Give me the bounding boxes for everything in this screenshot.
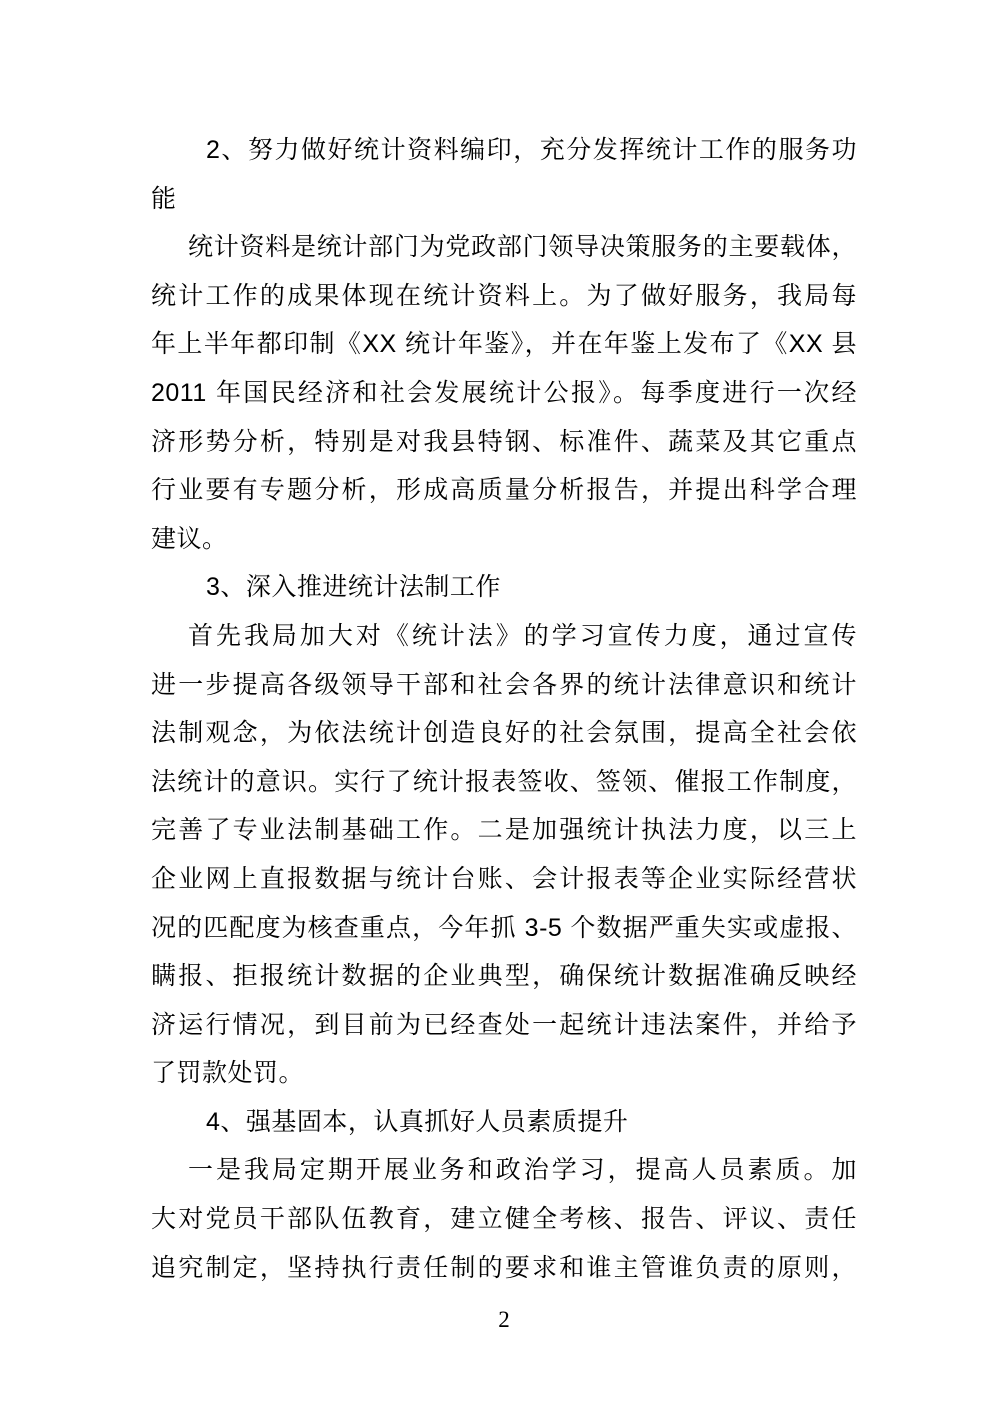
page-number: 2	[498, 1307, 510, 1332]
text-line: 瞒报、拒报统计数据的企业典型，确保统计数据准确反映经	[151, 962, 857, 991]
text-line: 况的匹配度为核查重点，今年抓 3-5 个数据严重失实或虚报、	[151, 913, 857, 942]
text-line: 年上半年都印制《XX 统计年鉴》，并在年鉴上发布了《XX 县	[151, 330, 857, 359]
text-line: 3、深入推进统计法制工作	[206, 573, 501, 602]
text-line: 建议。	[151, 524, 228, 553]
text-line: 大对党员干部队伍教育，建立健全考核、报告、评议、责任	[151, 1205, 857, 1234]
text-line: 追究制定，坚持执行责任制的要求和谁主管谁负责的原则，	[151, 1253, 857, 1282]
text-line: 法统计的意识。实行了统计报表签收、签领、催报工作制度，	[151, 767, 857, 796]
document-body	[151, 126, 857, 1292]
text-line: 企业网上直报数据与统计台账、会计报表等企业实际经营状	[151, 864, 857, 893]
text-line: 首先我局加大对《统计法》的学习宣传力度，通过宣传	[188, 621, 857, 650]
text-line: 能	[151, 184, 177, 213]
text-line: 进一步提高各级领导干部和社会各界的统计法律意识和统计	[151, 670, 857, 699]
text-line: 2011 年国民经济和社会发展统计公报》。每季度进行一次经	[151, 378, 857, 407]
text-line: 4、强基固本，认真抓好人员素质提升	[206, 1107, 629, 1136]
text-line: 济形势分析，特别是对我县特钢、标准件、蔬菜及其它重点	[151, 427, 857, 456]
text-line: 一是我局定期开展业务和政治学习，提高人员素质。加	[188, 1156, 857, 1185]
text-line: 完善了专业法制基础工作。二是加强统计执法力度，以三上	[151, 816, 857, 845]
text-line: 法制观念，为依法统计创造良好的社会氛围，提高全社会依	[151, 719, 857, 748]
text-line: 统计工作的成果体现在统计资料上。为了做好服务，我局每	[151, 281, 857, 310]
text-line: 济运行情况，到目前为已经查处一起统计违法案件，并给予	[151, 1010, 857, 1039]
text-line: 2、努力做好统计资料编印，充分发挥统计工作的服务功	[206, 136, 857, 164]
text-line: 统计资料是统计部门为党政部门领导决策服务的主要载体，	[188, 233, 857, 262]
text-line: 了罚款处罚。	[151, 1059, 305, 1088]
text-line: 行业要有专题分析，形成高质量分析报告，并提出科学合理	[151, 476, 857, 505]
